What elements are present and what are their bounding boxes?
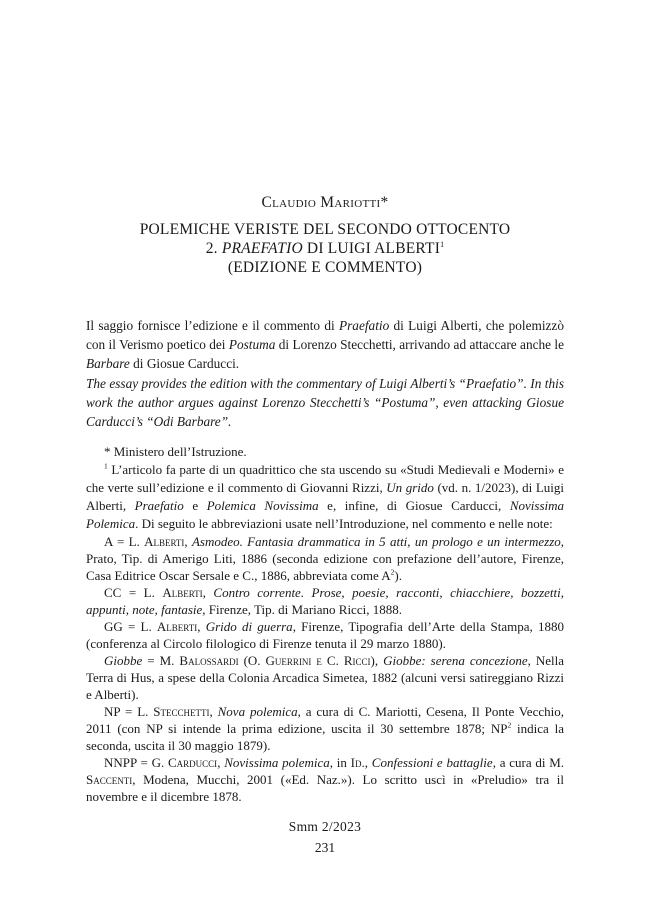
running-footer-journal: Smm 2/2023: [288, 819, 362, 834]
abbreviation-np: NP = L. Stecchetti, Nova polemica, a cura di C. Mariotti, Cesena, Il Ponte Vecchio, 2011 (con NP si intende la prima edizione, uscita il 30 settembre 1878; $NP^2$ indica la seconda, uscita il 30 maggio 1879).: [86, 704, 564, 753]
abbreviation-giobbe: Giobbe = M. Balossardi (O. Guerrini e C. Ricci), Giobbe: serena concezione, Nella Terra di Hus, a spese della Colonia Arcadica Simetea, 1882 (alcuni versi satireggiano Rizzi e Alberti).: [86, 653, 564, 702]
abbreviation-nnpp: NNPP = G. Carducci, Novissima polemica, in Id., Confessioni e battaglie, a cura di M. Saccenti, Modena, Mucchi, 2001 («Ed. Naz.»). Lo scritto uscì in «Preludio» tra il novembre e il dicembre 1878.: [86, 755, 565, 804]
footnote-affiliation: * Ministero dell’Istruzione.: [104, 444, 247, 459]
abstract-italian: Il saggio fornisce l’edizione e il commento di Praefatio di Luigi Alberti, che polemizzò con il Verismo poetico dei Postuma di Lorenzo Stecchetti, arrivando ad attaccare anche le Barbare di Giosue Carducci.: [86, 318, 565, 372]
title-line-1: POLEMICHE VERISTE DEL SECONDO OTTOCENTO: [139, 221, 511, 238]
footnotes: [86, 443, 564, 805]
abbreviation-gg: GG = L. Alberti, Grido di guerra, Firenze, Tipografia dell’Arte della Stampa, 1880 (conferenza al Circolo filologico di Firenze tenuta il 29 marzo 1880).: [86, 619, 564, 651]
title-line-2: 2. PRAEFATIO DI LUIGI ALBERTI$^1$: [205, 239, 445, 257]
footnote-1: $^1$ L’articolo fa parte di un quadrittico che sta uscendo su «Studi Medievali e Moderni» e che verte sull’edizione e il commento di Giovanni Rizzi, Un grido (vd. n. 1/2023), di Luigi Alberti, Praefatio e Polemica Novissima e, infine, di Giosue Carducci, Novissima Polemica. Di seguito le abbreviazioni usate nell’Introduzione, nel commento e nelle note:: [86, 461, 565, 531]
abbreviation-cc: CC = L. Alberti, Contro corrente. Prose, poesie, racconti, chiacchiere, bozzetti, appunti, note, fantasie, Firenze, Tip. di Mariano Ricci, 1888.: [86, 585, 565, 617]
abstract-english: The essay provides the edition with the commentary of Luigi Alberti’s “Praefatio”. In this work the author argues against Lorenzo Stecchetti’s “Postuma”, even attacking Giosue Carducci’s “Odi Barbare”.: [86, 376, 564, 430]
author-name: Claudio Mariotti*: [261, 194, 389, 211]
page-number: 231: [314, 840, 336, 855]
abbreviation-a: A = L. Alberti, Asmodeo. Fantasia drammatica in 5 atti, un prologo e un intermezzo, Prato, Tip. di Amerigo Liti, 1886 (seconda edizione con prefazione dell’autore, Firenze, Casa Editrice Oscar Sersale e C., 1886, abbreviata come $A^2$).: [86, 534, 565, 583]
footnote-ref-1: 1: [440, 239, 445, 249]
title-line-3: (EDIZIONE E COMMENTO): [227, 259, 423, 276]
article-title: [0, 220, 650, 277]
